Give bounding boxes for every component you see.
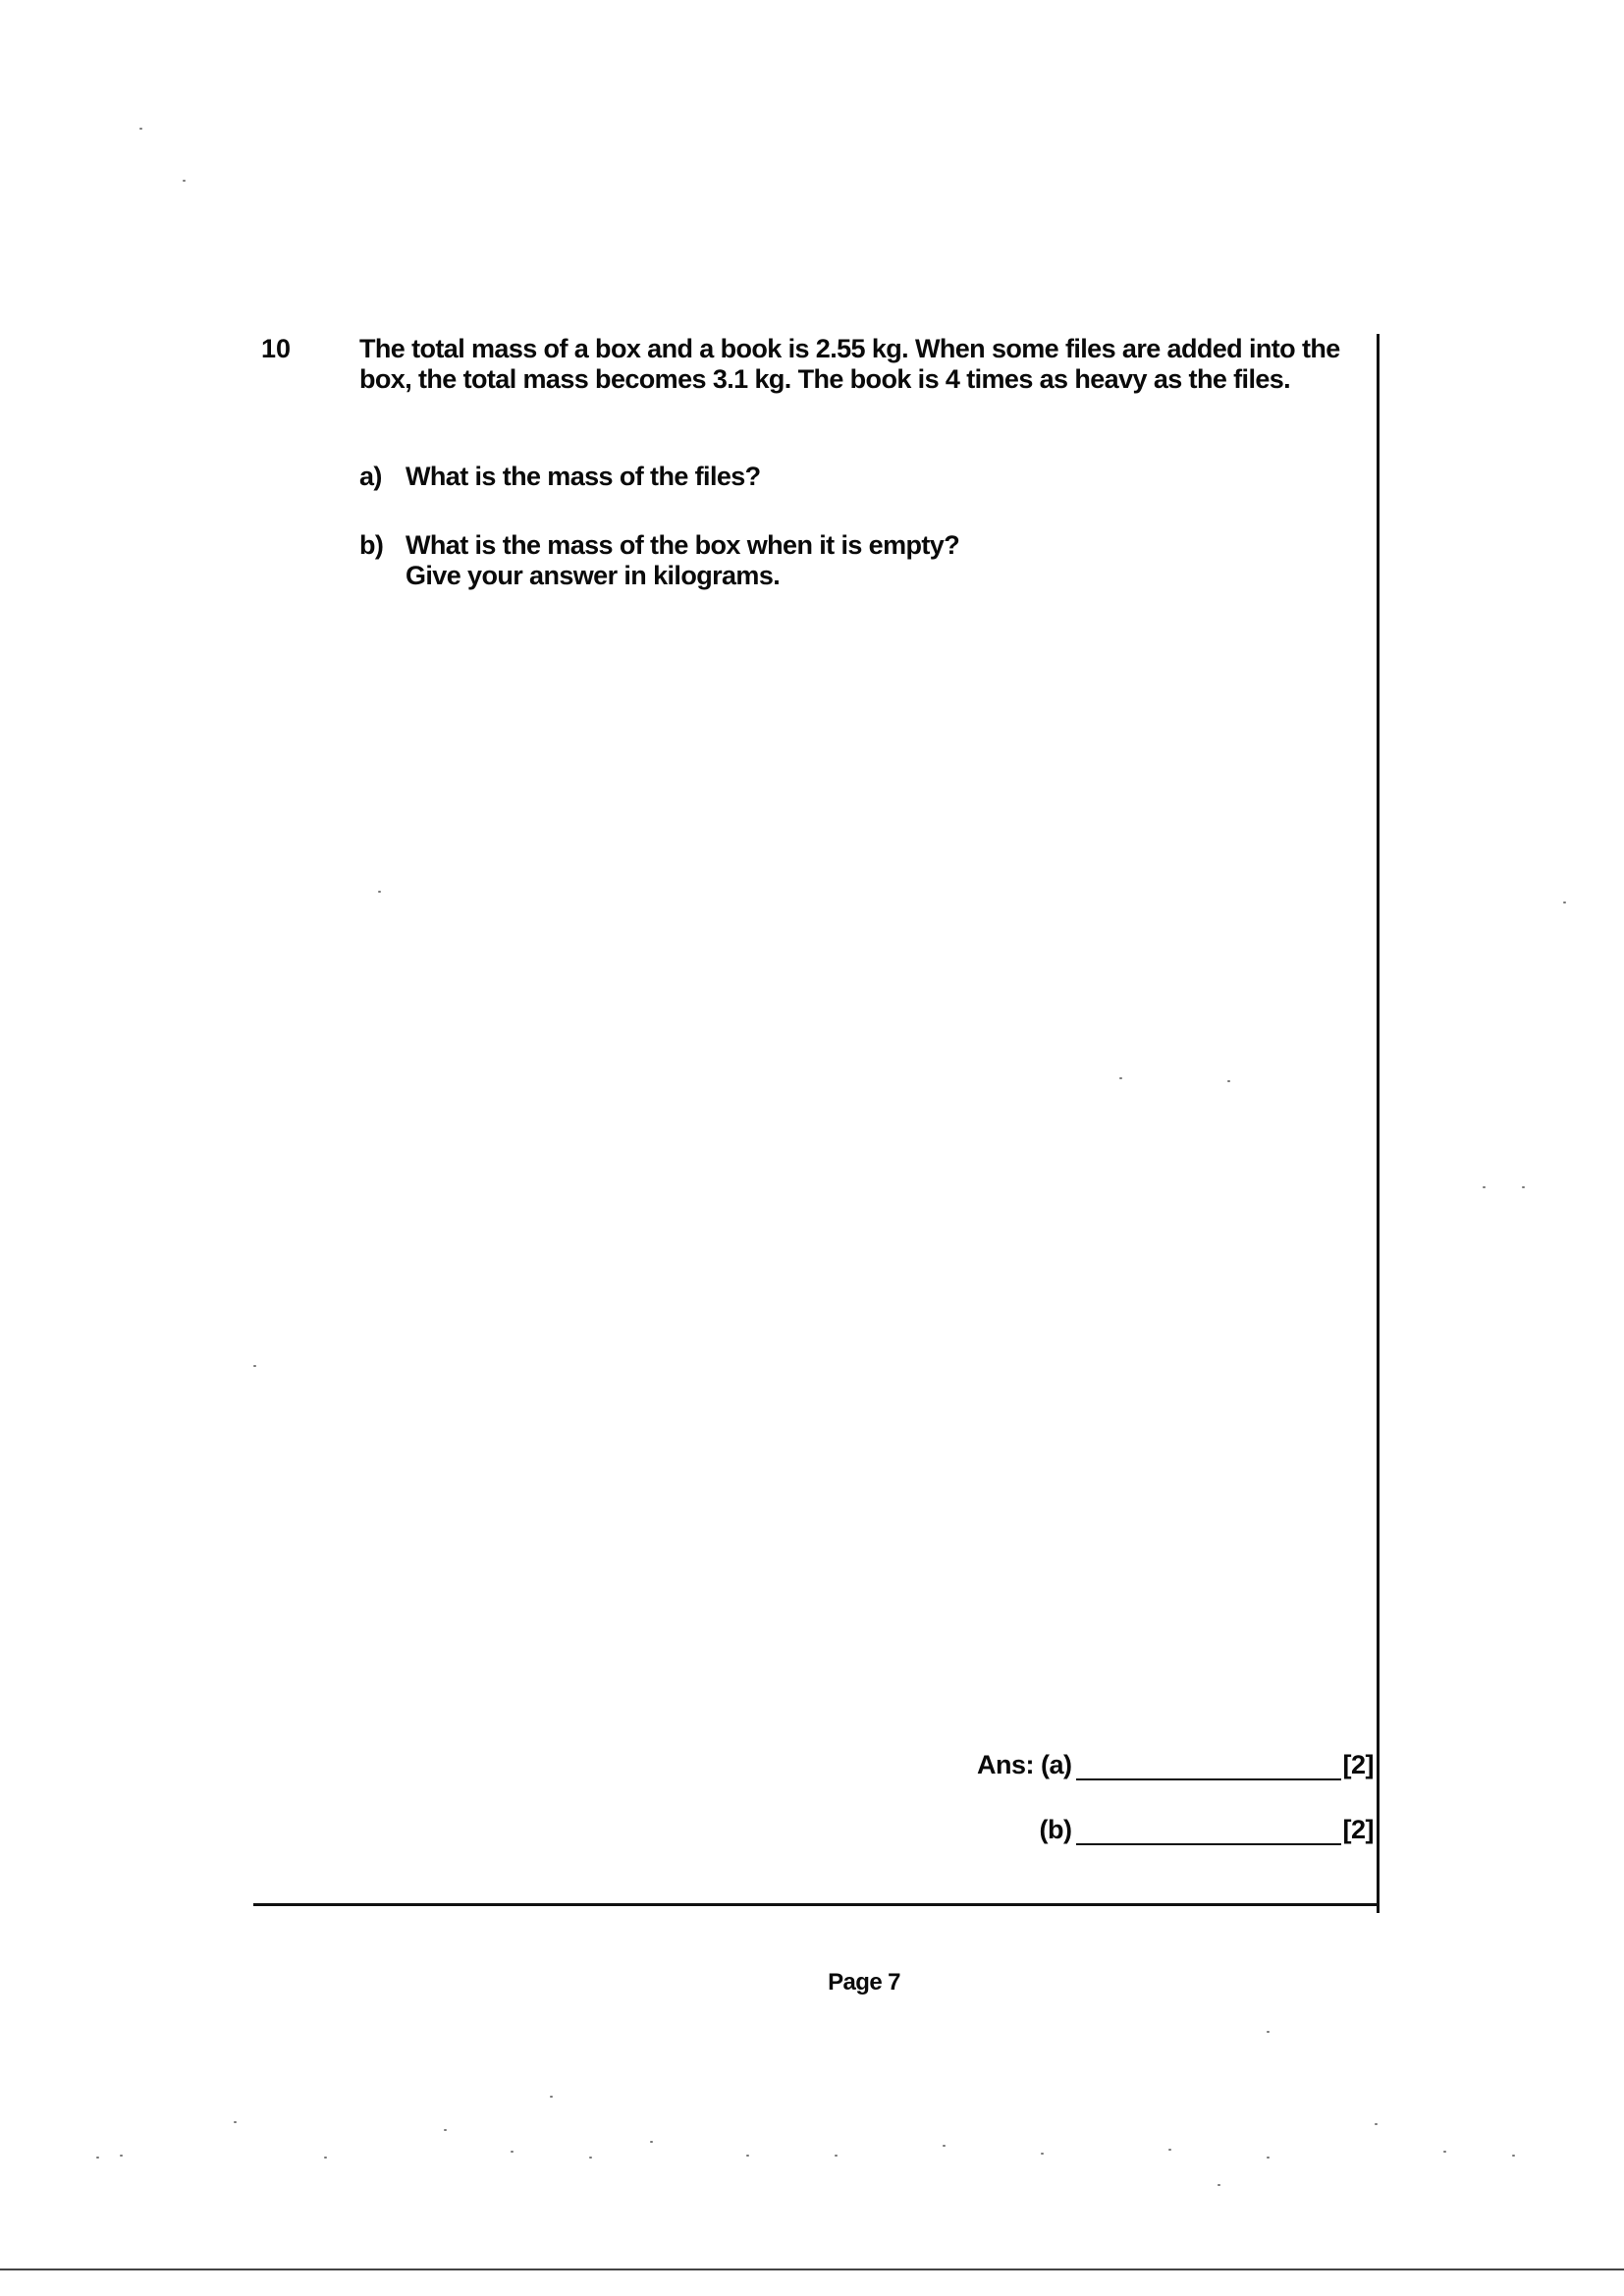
scan-speck <box>120 2155 123 2157</box>
scan-speck <box>324 2157 327 2159</box>
sub-question-a <box>359 462 761 492</box>
sub-question-b-label: b) <box>359 530 384 560</box>
scan-speck <box>589 2157 592 2159</box>
scan-speck <box>1443 2151 1446 2153</box>
question-stem: The total mass of a box and a book is 2.55 kg. When some files are added into the box, the total mass becomes 3.1 kg. The book is 4 times as heavy as the files. <box>359 334 1340 394</box>
sub-question-b-instruction: Give your answer in kilograms. <box>406 561 781 590</box>
question-number: 10 <box>261 334 292 363</box>
sub-question-a-text: What is the mass of the files? <box>406 462 761 491</box>
scan-bottom-edge <box>0 2269 1624 2270</box>
scan-speck <box>1267 2031 1270 2033</box>
page-number: Page 7 <box>828 1969 900 1995</box>
scan-speck <box>1119 1077 1122 1079</box>
answer-b-blank[interactable] <box>1076 1818 1341 1845</box>
scan-speck <box>943 2145 946 2147</box>
scan-speck <box>1267 2157 1270 2159</box>
scan-speck <box>1522 1186 1525 1188</box>
answer-b-label: (b) <box>1039 1815 1072 1844</box>
answer-box-bottom-border <box>253 1903 1380 1906</box>
scan-speck <box>835 2155 838 2157</box>
answer-b-marks: [2] <box>1342 1815 1374 1844</box>
scan-speck <box>444 2129 447 2131</box>
scan-speck <box>1041 2153 1044 2155</box>
scan-speck <box>746 2155 749 2157</box>
answer-a-marks: [2] <box>1342 1750 1374 1779</box>
scan-speck <box>1563 902 1566 903</box>
sub-question-a-label: a) <box>359 462 382 491</box>
answer-box-right-border <box>1377 334 1380 1913</box>
scan-speck <box>378 891 381 893</box>
scan-speck <box>253 1365 256 1367</box>
scan-speck <box>139 128 142 130</box>
sub-question-b-text: What is the mass of the box when it is empty? <box>406 530 960 560</box>
scan-speck <box>1227 1080 1230 1082</box>
scan-speck <box>1483 1186 1486 1188</box>
scan-speck <box>183 180 186 182</box>
answer-row-a <box>977 1750 1374 1780</box>
answer-prefix: Ans: (a) <box>976 1750 1072 1779</box>
scan-speck <box>511 2151 514 2153</box>
scan-speck <box>1168 2149 1171 2151</box>
answer-a-blank[interactable] <box>1076 1753 1341 1780</box>
scan-speck <box>96 2157 99 2159</box>
scan-speck <box>234 2121 237 2123</box>
sub-question-b <box>359 530 959 591</box>
answer-row-b <box>1040 1815 1374 1845</box>
scan-speck <box>1512 2155 1515 2157</box>
scan-speck <box>1375 2123 1378 2125</box>
scan-speck <box>1218 2184 1220 2186</box>
scan-speck <box>550 2096 553 2098</box>
scan-speck <box>650 2141 653 2143</box>
answer-a-label: (a) <box>1041 1750 1072 1779</box>
